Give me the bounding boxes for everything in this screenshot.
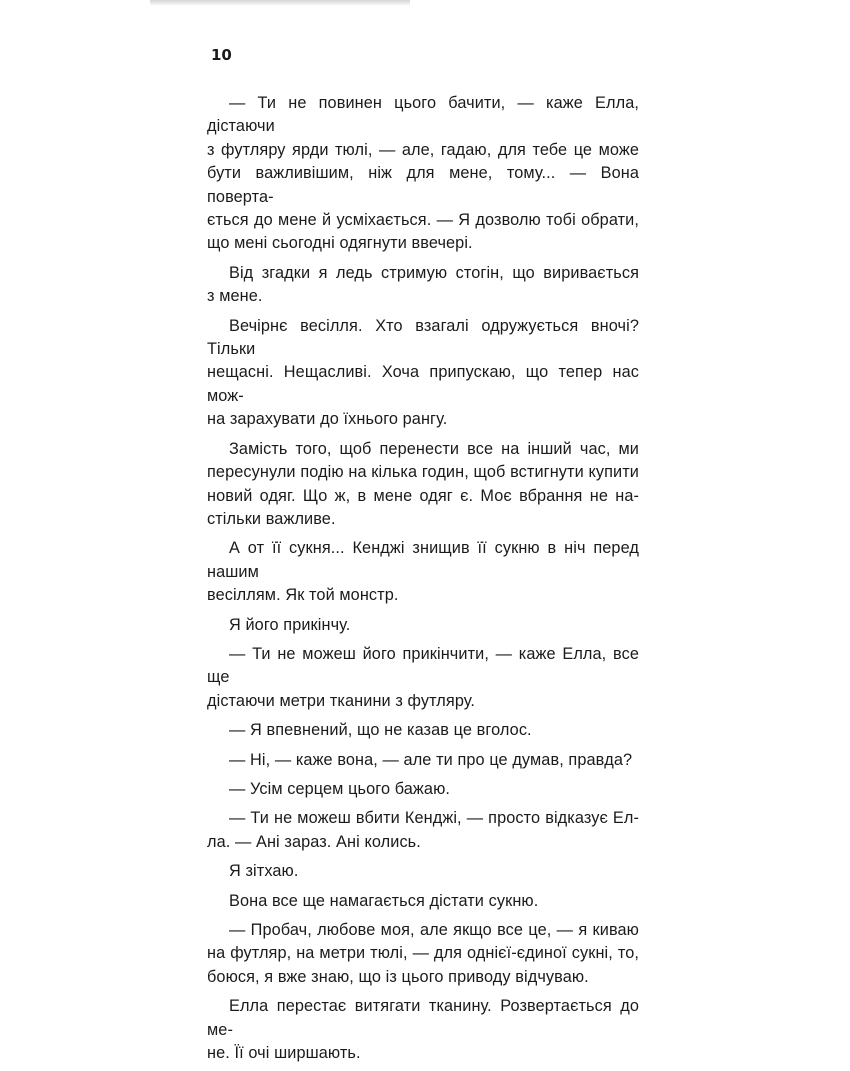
text-line: Елла перестає витягати тканину. Розвертається до ме- [207,997,639,1039]
paragraph [207,919,639,989]
text-line: нещасні. Нещасливі. Хоча припускаю, що тепер нас мож- [207,363,639,405]
paragraph [207,438,639,532]
text-line: — Ти не можеш його прикінчити, — каже Елла, все ще [207,644,639,687]
paragraph [207,537,639,607]
text-line: весіллям. Як той монстр. [207,586,399,605]
text-line: новий одяг. Що ж, в мене одяг є. Моє вбрання не на- [207,486,639,505]
text-line: на зарахувати до їхнього рангу. [207,410,448,429]
text-line: не. Її очі ширшають. [207,1044,361,1063]
text-line: Вечірнє весілля. Хто взагалі одружується вночі? Тільки [207,316,639,359]
text-line: пересунули подію на кілька годин, щоб встигнути купити [207,463,639,482]
text-line: Замість того, щоб перенести все на інший час, ми [229,439,639,458]
text-line: — Ні, — каже вона, — але ти про це думав, правда? [229,750,633,769]
text-line: стільки важливе. [207,509,336,528]
text-line: що мені сьогодні одягнути ввечері. [207,234,473,253]
body-text [207,92,639,1071]
text-line: — Пробач, любове моя, але якщо все це, — я киваю [229,921,639,939]
text-line: з мене. [207,287,263,306]
paragraph [207,860,639,883]
text-line: Вона все ще намагається дістати сукню. [229,891,539,910]
text-line: Я зітхаю. [229,862,299,881]
text-line: ла. — Ані зараз. Ані колись. [207,832,421,851]
page-number: 10 [211,46,232,64]
paragraph [207,778,639,801]
text-line: — Усім серцем цього бажаю. [229,779,451,798]
text-line: бути важливішим, ніж для мене, тому... — Вона поверта- [207,164,639,206]
paragraph [207,614,639,637]
paragraph [207,890,639,913]
paragraph [207,719,639,742]
text-line: дістаючи метри тканини з футляру. [207,691,476,710]
paragraph [207,749,639,772]
paragraph [207,92,639,256]
text-line: Я його прикінчу. [229,615,351,634]
text-line: Від згадки я ледь стримую стогін, що виривається [229,263,639,282]
paragraph [207,315,639,432]
top-edge-shadow [150,0,410,6]
text-line: — Ти не можеш вбити Кенджі, — просто відказує Ел- [229,809,639,828]
paragraph [207,807,639,854]
paragraph [207,262,639,309]
text-line: з футляру ярди тюлі, — але, гадаю, для тебе це може [207,140,639,159]
text-line: А от її сукня... Кенджі знищив її сукню в ніч перед нашим [207,539,639,581]
text-line: ється до мене й усміхається. — Я дозволю тобі обрати, [207,211,639,230]
text-line: боюся, я вже знаю, що із цього приводу відчуваю. [207,967,589,986]
text-line: — Я впевнений, що не казав це вголос. [229,721,532,740]
paragraph [207,995,639,1065]
paragraph [207,643,639,713]
text-line: — Ти не повинен цього бачити, — каже Елла, дістаючи [207,94,639,136]
text-line: на футляр, на метри тюлі, — для однієї-єдиної сукні, то, [207,944,639,963]
